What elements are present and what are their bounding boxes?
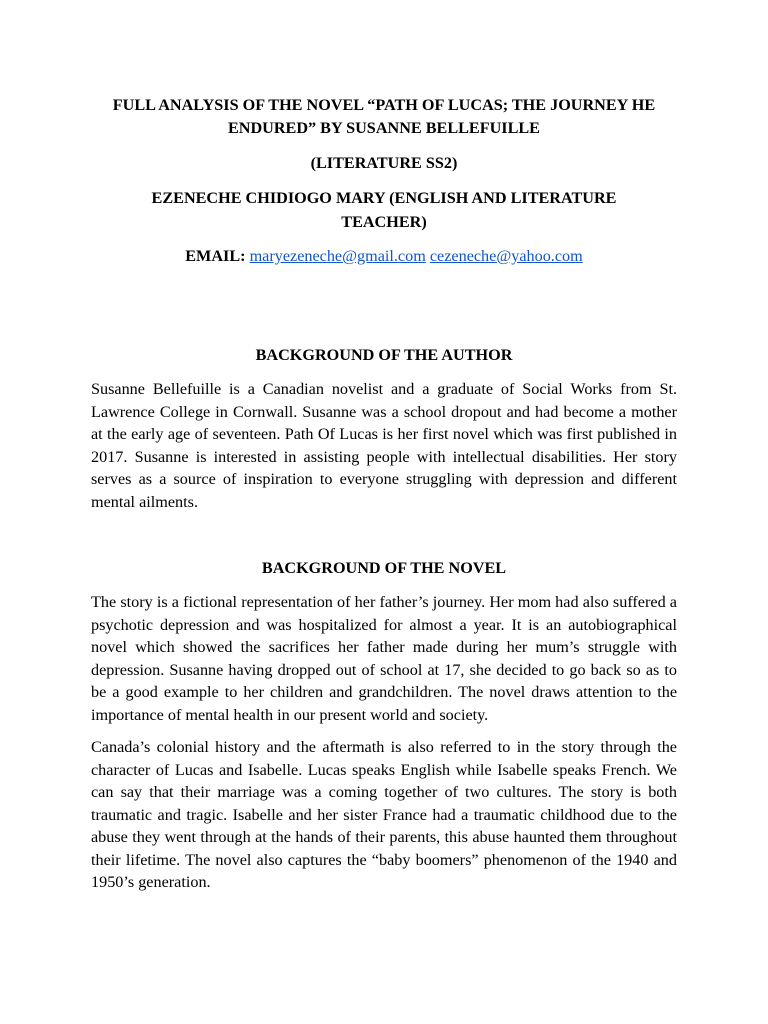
novel-paragraph-2: Canada’s colonial history and the aftermath is also referred to in the story through the character of Lucas and Isabelle. Lucas speaks English while Isabelle speaks French. We can say that their marriage was a coming together of two cultures. The story is both traumatic and tragic. Isabelle and her sister France had a traumatic childhood due to the abuse they went through at the hands of their parents, this abuse haunted them throughout their lifetime. The novel also captures the “baby boomers” phenomenon of the 1940 and 1950’s generation. — [91, 738, 677, 891]
email-line — [91, 245, 677, 268]
document-title: FULL ANALYSIS OF THE NOVEL “PATH OF LUCAS; THE JOURNEY HE ENDURED” BY SUSANNE BELLEFUILLE — [112, 96, 656, 137]
email-label: EMAIL: — [185, 247, 246, 265]
email-link-gmail[interactable]: maryezeneche@gmail.com — [249, 247, 426, 265]
document-subtitle: (LITERATURE SS2) — [310, 154, 458, 172]
section-heading-author: BACKGROUND OF THE AUTHOR — [255, 346, 513, 364]
email-link-yahoo[interactable]: cezeneche@yahoo.com — [429, 247, 583, 265]
author-paragraph: Susanne Bellefuille is a Canadian novelist and a graduate of Social Works from St. Lawrence College in Cornwall. Susanne was a school dropout and had become a mother at the early age of seventeen. Path Of Lucas is her first novel which was first published in 2017. Susanne is interested in assisting people with intellectual disabilities. Her story serves as a source of inspiration to everyone struggling with depression and different mental ailments. — [91, 380, 677, 511]
section-heading-novel: BACKGROUND OF THE NOVEL — [261, 559, 507, 577]
teacher-name: EZENECHE CHIDIOGO MARY (ENGLISH AND LITERATURE TEACHER) — [151, 189, 617, 231]
novel-paragraph-1: The story is a fictional representation of her father’s journey. Her mom had also suffered a psychotic depression and was hospitalized for almost a year. It is an autobiographical novel which showed the sacrifices her father made during her mum’s struggle with depression. Susanne having dropped out of school at 17, she decided to go back so as to be a good example to her children and grandchildren. The novel draws attention to the importance of mental health in our present world and society. — [91, 593, 677, 724]
